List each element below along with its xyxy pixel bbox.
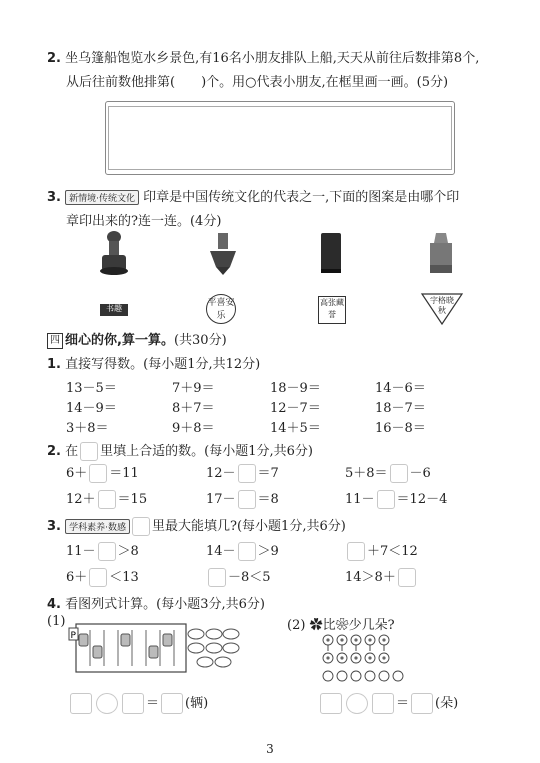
max-r1-c2 [206,540,279,561]
calc-1-0[interactable]: 14－9＝ [66,401,117,416]
svg-text:P: P [70,631,76,641]
section-4-points: (共30分) [173,333,227,348]
p1-heading [47,353,260,372]
p3-heading [47,515,346,536]
answer-box[interactable] [372,693,394,714]
calc-2-1[interactable]: 9＋8＝ [172,421,215,436]
calc-1-3[interactable]: 18－7＝ [375,401,426,416]
blank-box[interactable] [238,490,256,509]
stamp-4-image [424,229,458,277]
p2-title-box [80,442,98,461]
flower-a-icon: ✿ [309,618,323,633]
calc-0-3[interactable]: 14－6＝ [375,381,426,396]
p2-title-pre: 在 [65,444,79,459]
blank-box[interactable] [238,542,256,561]
fill-r1-c1-b: ＝11 [109,466,139,481]
p1-number: 1. [47,357,61,372]
max-r2-c2 [206,566,271,587]
p4-sub2-text-a: 比 [322,618,336,633]
max-r1-c1 [66,540,139,561]
fill-r1-c1 [66,462,139,483]
section-4-heading [47,329,227,349]
seal-3: 高张藏誉 [318,296,346,324]
fill-r2-c2-a: 17－ [206,492,236,507]
answer-box[interactable] [320,693,342,714]
flowers-illustration [318,632,418,686]
answer-box[interactable] [161,693,183,714]
fill-r2-c2 [206,488,279,509]
p2-number: 2. [47,444,61,459]
fill-r2-c1-a: 12＋ [66,492,96,507]
q3-tag: 新情境·传统文化 [65,190,139,205]
p4-sub2-label: (2) [287,618,306,633]
q2-line1 [47,47,479,66]
calc-0-2[interactable]: 18－9＝ [270,381,321,396]
calc-1-1[interactable]: 8＋7＝ [172,401,215,416]
flower-b-icon: ❀ [335,618,349,633]
operator-circle[interactable] [96,693,118,714]
p2-title-post: 里填上合适的数。(每小题1分,共6分) [100,444,313,459]
p3-title-box [132,517,150,536]
seal-1: 书趣 [100,304,128,316]
p1-title: 直接写得数。(每小题1分,共12分) [65,357,261,372]
max-r2-c2-b: －8＜5 [228,570,271,585]
fill-r1-c3-b: －6 [409,466,431,481]
calc-0-1[interactable]: 7＋9＝ [172,381,215,396]
answer-box[interactable] [122,693,144,714]
section-4-label: 四 [47,333,63,349]
stamp-2-image [206,229,240,277]
q3-line1 [47,186,459,205]
fill-r1-c2-a: 12－ [206,466,236,481]
blank-box[interactable] [238,464,256,483]
p4-title: 看图列式计算。(每小题3分,共6分) [65,597,265,612]
max-r1-c2-a: 14－ [206,544,236,559]
seal-4: 字格晓秋 [430,296,454,315]
max-r1-c3-b: ＋7＜12 [367,544,418,559]
calc-2-0[interactable]: 3＋8＝ [66,421,109,436]
max-r2-c3 [345,566,418,587]
fill-r1-c3-a: 5＋8＝ [345,466,388,481]
unit-2: (朵) [435,696,459,711]
blank-box[interactable] [89,568,107,587]
fill-r1-c1-a: 6＋ [66,466,88,481]
p4-sub2-heading [287,614,395,633]
max-r1-c1-a: 11－ [66,544,96,559]
stamp-1-image [96,229,132,277]
max-r2-c1 [66,566,139,587]
answer-box[interactable] [70,693,92,714]
max-r1-c3 [345,540,418,561]
p3-title: 里最大能填几?(每小题1分,共6分) [152,519,346,534]
max-r2-c1-b: ＜13 [109,570,139,585]
max-r2-c1-a: 6＋ [66,570,88,585]
stamp-3-image [318,229,344,277]
p4-eq2 [318,692,458,714]
p2-heading [47,440,313,461]
blank-box[interactable] [398,568,416,587]
unit-1: (辆) [185,696,209,711]
equals-sign: ＝ [396,696,410,711]
equals-sign: ＝ [146,696,160,711]
fill-r2-c3-b: ＝12－4 [396,492,448,507]
q3-number: 3. [47,190,61,205]
fill-r1-c2-b: ＝7 [257,466,279,481]
q2-text-2: 从后往前数他排第( )个。用○代表小朋友,在框里画一画。(5分) [66,75,449,90]
q3-text-1: 印章是中国传统文化的代表之一,下面的图案是由哪个印 [143,190,460,205]
operator-circle[interactable] [346,693,368,714]
fill-r2-c1 [66,488,147,509]
max-r1-c1-b: ＞8 [117,544,139,559]
blank-box[interactable] [377,490,395,509]
blank-box[interactable] [208,568,226,587]
p3-number: 3. [47,519,61,534]
p3-tag: 学科素养·数感 [65,519,130,534]
fill-r2-c2-b: ＝8 [257,492,279,507]
drawing-frame[interactable] [105,101,455,175]
max-r1-c2-b: ＞9 [257,544,279,559]
fill-r2-c3 [345,488,447,509]
q2-text-1: 坐乌篷船饱览水乡景色,有16名小朋友排队上船,天天从前往后数排第8个, [65,51,480,66]
q2-number: 2. [47,51,61,66]
blank-box[interactable] [98,542,116,561]
calc-0-0[interactable]: 13－5＝ [66,381,117,396]
section-4-title: 细心的你,算一算。 [65,333,174,348]
p4-heading [47,593,265,612]
blank-box[interactable] [347,542,365,561]
parking-lot-illustration [68,620,240,678]
seal-2: 平喜安乐 [206,294,236,324]
answer-box[interactable] [411,693,433,714]
blank-box[interactable] [98,490,116,509]
calc-2-2[interactable]: 14＋5＝ [270,421,321,436]
q3-text-2: 章印出来的?连一连。(4分) [66,214,222,229]
fill-r2-c1-b: ＝15 [117,492,148,507]
fill-r1-c2 [206,462,279,483]
blank-box[interactable] [390,464,408,483]
calc-1-2[interactable]: 12－7＝ [270,401,321,416]
p4-number: 4. [47,597,61,612]
blank-box[interactable] [89,464,107,483]
p4-sub1-label: (1) [47,614,66,629]
fill-r2-c3-a: 11－ [345,492,375,507]
fill-r1-c3 [345,462,431,483]
p4-sub2-text-b: 少几朵? [348,618,395,633]
max-r2-c3-a: 14＞8＋ [345,570,396,585]
p4-eq1 [68,692,208,714]
calc-2-3[interactable]: 16－8＝ [375,421,426,436]
page-number: 3 [266,742,274,756]
